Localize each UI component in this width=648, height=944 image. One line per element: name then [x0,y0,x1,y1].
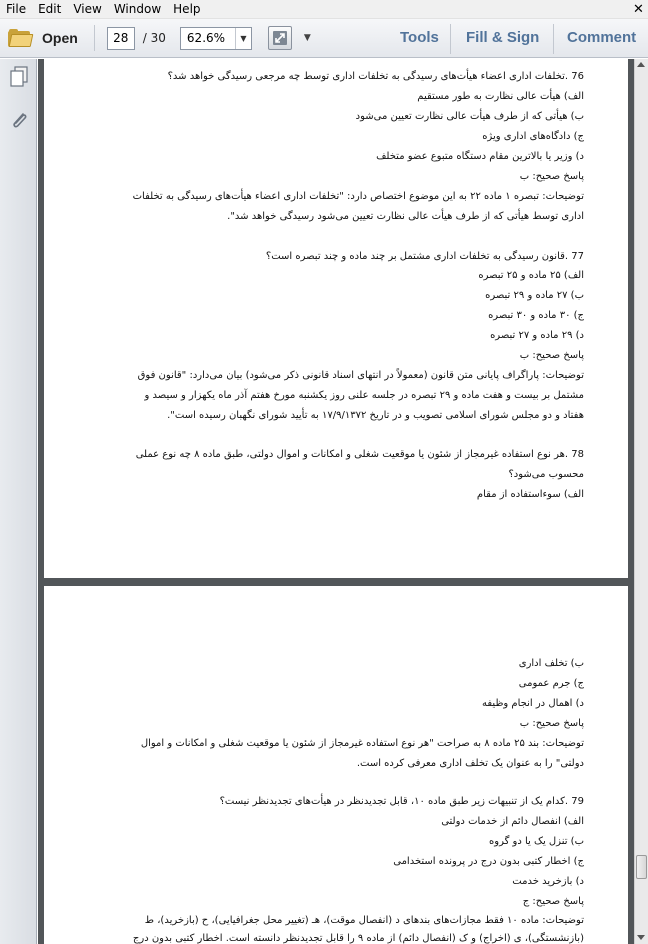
comment-pane-button[interactable]: Comment [567,29,637,46]
toolbar-divider [450,24,451,54]
option-c: ج) جرم عمومی [518,678,584,689]
open-label: Open [42,30,78,46]
option-d: د) اهمال در انجام وظیفه [482,698,584,709]
toolbar [0,19,648,58]
zoom-value: 62.6% [186,31,226,45]
question-79-text: 79 .کدام یک از تنبیهات زیر طبق ماده ۱۰، قابل تجدیدنظر در هیأت‌های تجدیدنظر نیست؟ [219,796,584,807]
explanation-line: اداری توسط هیأتی که از طرف هیأت عالی نظارت تعیین می‌شود رسیدگی خواهد شد". [227,211,584,222]
answer-line: پاسخ صحیح: ج [522,896,584,907]
option-c: ج) اخطار کتبی بدون درج در پرونده استخدامی [393,856,584,867]
explanation-line: توضیحات: بند ۲۵ ماده ۸ به صراحت "هر نوع استفاده غیرمجاز از شئون یا موقعیت شغلی و امکانات و اموال [140,738,584,749]
page-number-input[interactable]: 28 [107,27,135,50]
scroll-up-icon[interactable] [637,62,645,67]
explanation-line: هفتاد و دو مجلس شورای اسلامی تصویب و در تاریخ ۱۷/۹/۱۳۷۲ به تأیید شورای نگهبان رسیده است". [167,410,584,421]
option-d: د) بازخرید خدمت [512,876,584,887]
scroll-down-icon[interactable] [637,935,645,940]
paperclip-icon[interactable] [8,109,30,131]
fit-page-button[interactable] [268,26,292,50]
explanation-line: مشتمل بر بیست و هفت ماده و ۲۹ تبصره در جلسه علنی روز یکشنبه مورخ هفتم آذر ماه یکهزار و سیصد و [144,390,584,401]
toolbar-separator [94,25,95,51]
vertical-scrollbar[interactable] [634,59,648,944]
explanation-line: (بازنشستگی)، ی (اخراج) و ک (انفصال دائم) از ماده ۹ را قابل تجدیدنظر دانسته است. اخطار کتبی بدون درج [132,933,584,944]
option-b: ب) ۲۷ ماده و ۲۹ تبصره [485,290,584,301]
option-a: الف) انفصال دائم از خدمات دولتی [441,816,584,827]
menu-file[interactable]: File [6,1,27,16]
menu-bar [0,0,648,19]
fill-sign-pane-button[interactable]: Fill & Sign [466,29,540,46]
option-b: ب) تنزل یک یا دو گروه [489,836,584,847]
option-b: ب) تخلف اداری [518,658,584,669]
page-total: / 30 [142,31,166,45]
menu-view[interactable]: View [73,1,102,16]
option-c: ج) دادگاه‌های اداری ویژه [482,131,584,142]
answer-line: پاسخ صحیح: ب [519,171,584,182]
menu-edit[interactable]: Edit [38,1,62,16]
open-button[interactable] [8,23,78,53]
pdf-page [44,59,628,578]
answer-line: پاسخ صحیح: ب [519,718,584,729]
question-76-text: 76 .تخلفات اداری اعضاء هیأت‌های رسیدگی به تخلفات اداری توسط چه مرجعی رسیدگی خواهد شد؟ [167,71,584,82]
tools-pane-button[interactable]: Tools [400,29,439,46]
explanation-line: دولتی" را به عنوان یک تخلف اداری معرفی کرده است. [356,758,584,769]
option-b: ب) هیأتی که از طرف هیأت عالی نظارت تعیین می‌شود [355,111,584,122]
chevron-down-icon[interactable]: ▼ [235,28,251,49]
pdf-page [44,586,628,944]
menu-help[interactable]: Help [173,1,201,16]
pages-panel-icon[interactable] [8,65,30,87]
question-77-text: 77 .قانون رسیدگی به تخلفات اداری مشتمل بر چند ماده و چند تبصره است؟ [265,251,584,262]
document-view[interactable] [38,59,634,944]
explanation-line: توضیحات: پاراگراف پایانی متن قانون (معمولاً در انتهای اسناد قانونی ذکر می‌شود) بیان می‌دارد: "قانون فوق [137,370,584,381]
close-document-button[interactable]: ✕ [633,1,644,17]
zoom-select[interactable] [180,27,252,50]
question-78-text-cont: محسوب می‌شود؟ [508,469,584,480]
explanation-line: توضیحات: ماده ۱۰ فقط مجازات‌های بندهای د (انفصال موقت)، هـ (تغییر محل جغرافیایی)، ح (بازخرید)، ط [144,915,584,926]
question-78-text: 78 .هر نوع استفاده غیرمجاز از شئون یا موقعیت شغلی و امکانات و اموال دولتی، طبق ماده ۸ چه نوع عملی [135,449,584,460]
explanation-line: توضیحات: تبصره ۱ ماده ۲۲ به این موضوع اختصاص دارد: "تخلفات اداری اعضاء هیأت‌های رسیدگی به تخلفات [132,191,584,202]
option-d: د) وزیر یا بالاترین مقام دستگاه متبوع عضو متخلف [376,151,584,162]
folder-icon [8,29,32,47]
navigation-panel [0,59,37,944]
option-a: الف) سوءاستفاده از مقام [476,489,584,500]
fit-page-icon [272,30,288,46]
answer-line: پاسخ صحیح: ب [519,350,584,361]
option-a: الف) ۲۵ ماده و ۲۵ تبصره [478,270,584,281]
scrollbar-thumb[interactable] [636,855,647,879]
option-d: د) ۲۹ ماده و ۲۷ تبصره [490,330,584,341]
menu-window[interactable]: Window [113,1,162,16]
toolbar-more-icon[interactable]: ▼ [303,33,311,43]
option-c: ج) ۳۰ ماده و ۳۰ تبصره [488,310,584,321]
toolbar-divider [553,24,554,54]
option-a: الف) هیأت عالی نظارت به طور مستقیم [417,91,584,102]
